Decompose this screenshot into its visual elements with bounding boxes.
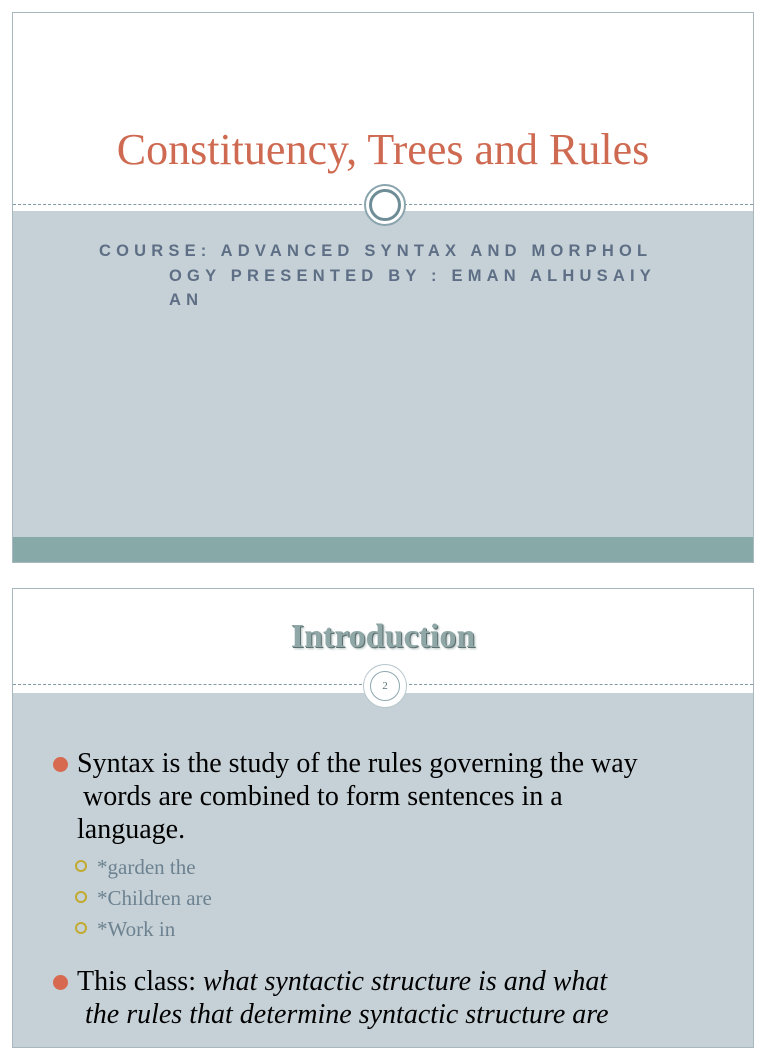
- slide-title: Introduction: [290, 618, 476, 655]
- subtitle-line: AN: [169, 291, 204, 309]
- ring-bullet-icon: [75, 860, 87, 872]
- slide-1: [12, 12, 754, 563]
- ring-bullet-icon: [75, 922, 87, 934]
- title-area: [13, 13, 753, 205]
- bullet-text-line: words are combined to form sentences in a: [83, 781, 563, 812]
- bullet-prefix: This class:: [77, 966, 203, 997]
- ring-bullet-icon: [75, 891, 87, 903]
- bullet-italic-text: what syntactic structure is and what: [203, 966, 608, 997]
- example-item: [75, 914, 743, 945]
- example-item: [75, 852, 743, 883]
- bullet-item: [53, 747, 743, 846]
- circle-ornament-inner-icon: [369, 189, 401, 221]
- slide-2: [12, 588, 754, 1048]
- bullet-item: [53, 965, 743, 1031]
- bullet-dot-icon: [53, 975, 68, 990]
- bullet-list: [53, 747, 743, 1031]
- slide-title: Constituency, Trees and Rules: [116, 125, 650, 174]
- subtitle-line: COURSE: ADVANCED SYNTAX AND MORPHOL: [99, 242, 653, 260]
- body-area: [13, 211, 753, 537]
- bullet-text-line: Syntax is the study of the rules governing the way: [77, 748, 638, 779]
- example-text: *Work in: [97, 917, 176, 941]
- bullet-italic-text: the rules that determine syntactic structure are: [85, 999, 609, 1030]
- slide-number: 2: [370, 671, 400, 701]
- subtitle-line: OGY PRESENTED BY : EMAN ALHUSAIY: [169, 266, 656, 285]
- example-text: *Children are: [97, 886, 212, 910]
- bottom-bar: [13, 537, 753, 563]
- example-item: [75, 883, 743, 914]
- bullet-dot-icon: [53, 757, 68, 772]
- bullet-text-line: language.: [77, 814, 186, 845]
- slide-subtitle: [99, 239, 679, 313]
- example-text: *garden the: [97, 855, 196, 879]
- example-list: [53, 852, 743, 945]
